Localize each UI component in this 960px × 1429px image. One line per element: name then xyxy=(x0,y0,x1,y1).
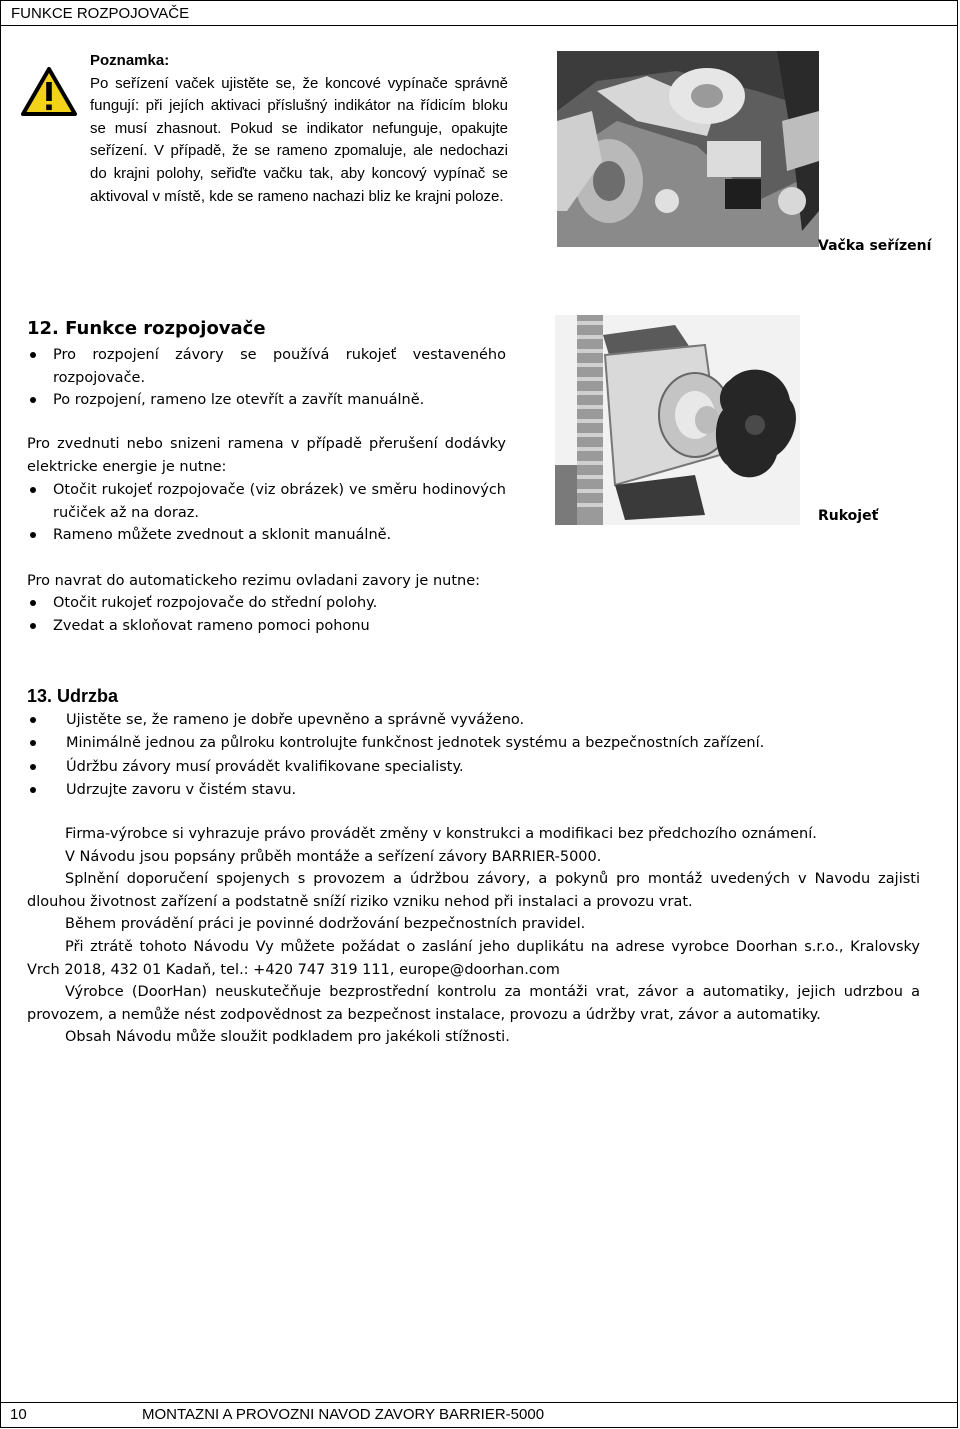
closing-paragraph: Obsah Návodu může sloužit podkladem pro jakékoli stížnosti. xyxy=(65,1029,510,1046)
release-handle-image xyxy=(555,315,800,525)
list-item: Udrzujte zavoru v čistém stavu. xyxy=(27,779,927,802)
list-item: Zvedat a skloňovat rameno pomoci pohonu xyxy=(27,615,527,638)
cam-adjustment-caption: Vačka seřízení xyxy=(818,238,932,254)
closing-paragraph: Při ztrátě tohoto Návodu Vy můžete požádat o zaslání jeho duplikátu na adrese vyrobce Doorhan s.r.o., Kralovsky Vrch 2018, 432 01 Kadaň, tel.: +420 747 319 111, europe@doorhan.com xyxy=(27,938,920,978)
note-title: Poznamka: xyxy=(90,52,170,69)
note-block xyxy=(90,50,508,208)
section-12-list xyxy=(27,344,506,412)
footer-divider xyxy=(0,1402,958,1403)
warning-triangle-icon xyxy=(20,66,78,118)
list-item: Otočit rukojeť rozpojovače do střední polohy. xyxy=(27,592,527,615)
list-item: Minimálně jednou za půlroku kontrolujte funkčnost jednotek systému a bezpečnostních zařízení. xyxy=(27,732,927,755)
auto-mode-heading: Pro navrat do automatickeho rezimu ovladani zavory je nutne: xyxy=(27,573,481,589)
cam-adjustment-image xyxy=(557,51,819,247)
list-item: Po rozpojení, rameno lze otevřít a zavřít manuálně. xyxy=(27,389,506,412)
power-failure-heading: Pro zvednuti nebo snizeni ramena v případě přerušení dodávky elektricke energie je nutne: xyxy=(27,436,506,475)
closing-paragraph: Firma-výrobce si vyhrazuje právo provádět změny v konstrukci a modifikaci bez předchozího oznámení. xyxy=(65,826,817,842)
footer-title: MONTAZNI A PROVOZNI NAVOD ZAVORY BARRIER-5000 xyxy=(142,1406,545,1423)
closing-paragraph: Výrobce (DoorHan) neuskutečňuje bezprostřední kontrolu za montáži vrat, závor a automatiky, jejich udrzbou a provozem, a nemůže nést zodpovědnost za bezpečnost instalace, provozu a údržby vrat, závor a automatiky. xyxy=(27,984,920,1023)
list-item: Rameno můžete zvednout a sklonit manuálně. xyxy=(27,524,506,547)
running-header-title: FUNKCE ROZPOJOVAČE xyxy=(11,5,190,22)
section-12-heading: 12. Funkce rozpojovače xyxy=(27,318,266,339)
closing-paragraphs xyxy=(27,823,920,1049)
list-item: Pro rozpojení závory se používá rukojeť vestaveného rozpojovače. xyxy=(27,344,506,389)
power-failure-list xyxy=(27,479,506,547)
section-13-heading: 13. Udrzba xyxy=(27,686,119,706)
release-handle-caption: Rukojeť xyxy=(818,508,879,524)
closing-paragraph: V Návodu jsou popsány průběh montáže a seřízení závory BARRIER-5000. xyxy=(65,848,602,865)
list-item: Údržbu závory musí provádět kvalifikovane specialisty. xyxy=(27,756,927,779)
auto-mode-list xyxy=(27,592,527,638)
list-item: Ujistěte se, že rameno je dobře upevněno a správně vyváženo. xyxy=(27,709,927,732)
note-text: Po seřízení vaček ujistěte se, že koncové vypínače správně fungují: při jejích aktivaci příslušný indikátor na řídicím bloku se musí zhasnout. Pokud se indikator nefunguje, opakujte seřízení. V případě, že se rameno zpomaluje, ale nedochazi do krajni polohy, seřiďte vačku tak, aby koncový vypínač se aktivoval v místě, kde se rameno nachazi bliz ke krajni poloze. xyxy=(90,74,508,205)
list-item: Otočit rukojeť rozpojovače (viz obrázek) ve směru hodinových ručiček až na doraz. xyxy=(27,479,506,524)
closing-paragraph: Splnění doporučení spojenych s provozem a údržbou závory, a pokynů pro montáž uvedených v Navodu zajisti dlouhou životnost zařízení a podstatně sníží riziko vzniku nehod při instalaci a provozu vrat. xyxy=(27,871,920,910)
section-13-list xyxy=(27,709,927,803)
running-header xyxy=(0,0,958,26)
closing-paragraph: Během provádění práci je povinné dodržování bezpečnostních pravidel. xyxy=(65,916,586,933)
footer-page-number: 10 xyxy=(10,1406,27,1423)
